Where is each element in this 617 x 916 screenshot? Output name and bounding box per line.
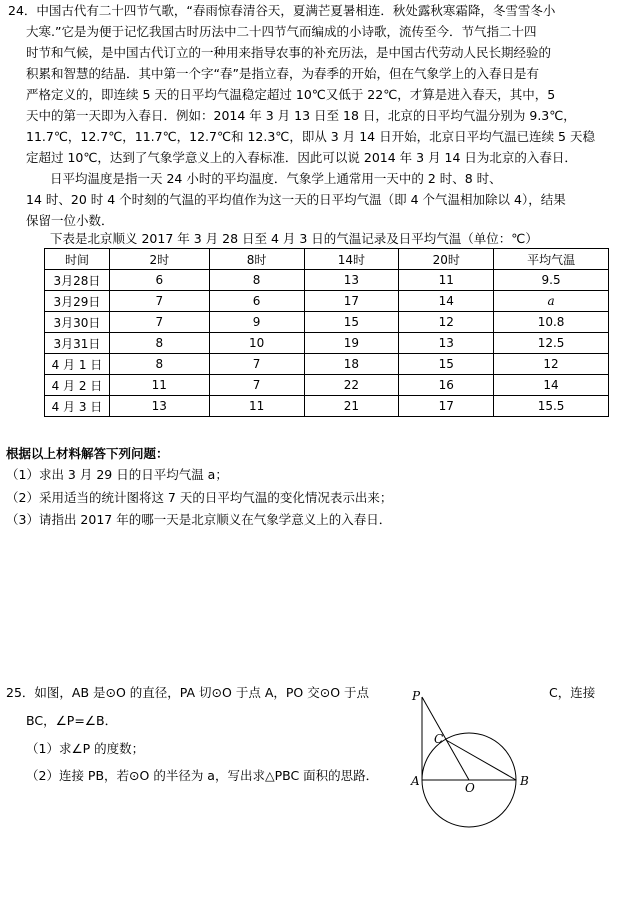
cell-2h: 7	[109, 291, 209, 312]
cell-avg: 12.5	[494, 333, 609, 354]
q25-line-2: BC，∠P=∠B．	[26, 713, 118, 728]
cell-8h: 7	[209, 375, 304, 396]
q24-line-7: 11.7℃，12.7℃，11.7℃，12.7℃和 12.3℃，即从 3 月 14 日开始，北京日平均气温已连续 5 天稳	[26, 129, 595, 144]
cell-avg: a	[494, 291, 609, 312]
temperature-table	[44, 248, 609, 417]
table-row	[45, 270, 609, 291]
cell-14h: 15	[304, 312, 399, 333]
table-row	[45, 333, 609, 354]
cell-14h: 13	[304, 270, 399, 291]
table-row	[45, 354, 609, 375]
q24-line-3: 时节和气候，是中国古代订立的一种用来指导农事的补充历法，是中国古代劳动人民长期经验的	[26, 45, 552, 60]
cell-20h: 11	[399, 270, 494, 291]
cell-8h: 9	[209, 312, 304, 333]
label-p: P	[412, 689, 421, 703]
cell-2h: 6	[109, 270, 209, 291]
cell-date: 3月30日	[45, 312, 110, 333]
q25-question-2: （2）连接 PB，若⊙O 的半径为 a，写出求△PBC 面积的思路．	[26, 768, 379, 783]
cell-2h: 13	[109, 396, 209, 417]
cell-2h: 8	[109, 354, 209, 375]
segment-cb	[446, 740, 516, 780]
cell-20h: 13	[399, 333, 494, 354]
q24-question-2: （2）采用适当的统计图将这 7 天的日平均气温的变化情况表示出来；	[6, 490, 393, 505]
cell-avg: 15.5	[494, 396, 609, 417]
label-b: B	[520, 774, 529, 788]
cell-20h: 16	[399, 375, 494, 396]
header-cell: 14时	[304, 249, 399, 270]
q24-line-2: 大寒.”它是为便于记忆我国古时历法中二十四节气而编成的小诗歌，流传至今．节气指二十四	[26, 24, 537, 39]
cell-8h: 7	[209, 354, 304, 375]
cell-2h: 8	[109, 333, 209, 354]
cell-2h: 11	[109, 375, 209, 396]
cell-date: 3月31日	[45, 333, 110, 354]
cell-date: 4 月 2 日	[45, 375, 110, 396]
q25-question-1: （1）求∠P 的度数；	[26, 741, 145, 756]
cell-date: 4 月 1 日	[45, 354, 110, 375]
q24-question-3: （3）请指出 2017 年的哪一天是北京顺义在气象学意义上的入春日．	[6, 512, 392, 527]
cell-20h: 15	[399, 354, 494, 375]
label-o: O	[465, 781, 475, 795]
header-cell: 8时	[209, 249, 304, 270]
table-caption: 下表是北京顺义 2017 年 3 月 28 日至 4 月 3 日的气温记录及日平均气温（单位：℃）	[50, 231, 538, 246]
q24-line-9: 日平均温度是指一天 24 小时的平均温度．气象学上通常用一天中的 2 时、8 时、	[50, 171, 502, 186]
cell-20h: 17	[399, 396, 494, 417]
q24-line-10: 14 时、20 时 4 个时刻的气温的平均值作为这一天的日平均气温（即 4 个气温相加除以 4），结果	[26, 192, 566, 207]
segment-po	[422, 697, 469, 780]
cell-14h: 17	[304, 291, 399, 312]
cell-14h: 22	[304, 375, 399, 396]
q24-question-1: （1）求出 3 月 29 日的日平均气温 a；	[6, 467, 228, 482]
cell-20h: 14	[399, 291, 494, 312]
table-header-row	[45, 249, 609, 270]
header-cell: 时间	[45, 249, 110, 270]
cell-8h: 10	[209, 333, 304, 354]
cell-20h: 12	[399, 312, 494, 333]
q24-line-4: 积累和智慧的结晶．其中第一个字“春”是指立春，为春季的开始，但在气象学上的入春日是有	[26, 66, 539, 81]
table-row	[45, 375, 609, 396]
cell-avg: 12	[494, 354, 609, 375]
q24-prompt: 根据以上材料解答下列问题：	[6, 446, 169, 461]
cell-avg: 14	[494, 375, 609, 396]
cell-14h: 21	[304, 396, 399, 417]
cell-8h: 11	[209, 396, 304, 417]
cell-2h: 7	[109, 312, 209, 333]
q24-line-1: 24．中国古代有二十四节气歌，“春雨惊春清谷天，夏满芒夏暑相连．秋处露秋寒霜降，冬雪雪冬小	[8, 3, 556, 18]
header-cell: 20时	[399, 249, 494, 270]
cell-avg: 9.5	[494, 270, 609, 291]
q24-line-6: 天中的第一天即为入春日．例如：2014 年 3 月 13 日至 18 日，北京的日平均气温分别为 9.3℃，	[26, 108, 576, 123]
cell-avg: 10.8	[494, 312, 609, 333]
table-row	[45, 312, 609, 333]
cell-date: 3月28日	[45, 270, 110, 291]
cell-14h: 18	[304, 354, 399, 375]
label-a: A	[411, 774, 420, 788]
cell-date: 4 月 3 日	[45, 396, 110, 417]
header-cell: 2时	[109, 249, 209, 270]
table-row	[45, 396, 609, 417]
header-cell: 平均气温	[494, 249, 609, 270]
table-row	[45, 291, 609, 312]
cell-8h: 8	[209, 270, 304, 291]
label-c: C	[434, 732, 444, 746]
cell-8h: 6	[209, 291, 304, 312]
q24-line-5: 严格定义的，即连续 5 天的日平均气温稳定超过 10℃又低于 22℃，才算是进入春天，其中，5	[26, 87, 556, 102]
cell-date: 3月29日	[45, 291, 110, 312]
cell-14h: 19	[304, 333, 399, 354]
q25-line-1: 25．如图，AB 是⊙O 的直径，PA 切⊙O 于点 A，PO 交⊙O 于点	[6, 685, 370, 700]
q24-line-11: 保留一位小数．	[26, 213, 114, 228]
geometry-figure	[404, 688, 534, 834]
q25-line-1-tail: C，连接	[549, 685, 596, 700]
q24-line-8: 定超过 10℃，达到了气象学意义上的入春标准．因此可以说 2014 年 3 月 14 日为北京的入春日．	[26, 150, 577, 165]
